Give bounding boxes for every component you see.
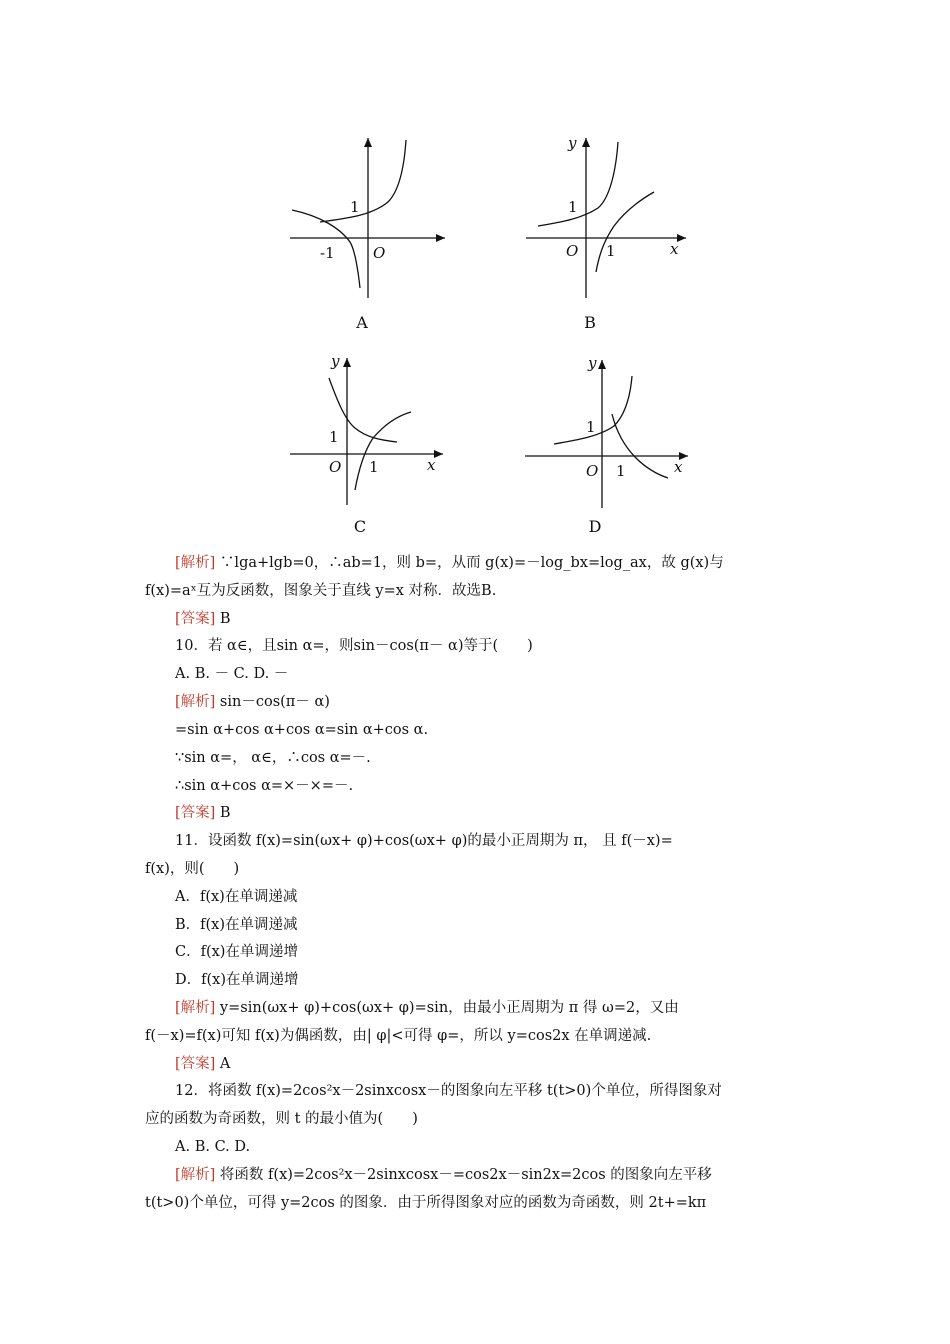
text-line: [答案] B: [175, 805, 231, 821]
label-origin: O: [329, 458, 342, 476]
label-x: x: [427, 456, 436, 474]
text-line: t(t>0)个单位，可得 y=2cos 的图象．由于所得图象对应的函数为奇函数，则 2t+=kπ: [145, 1195, 707, 1211]
text-line: A. B. － C. D. －: [175, 666, 289, 682]
graph-c: [285, 350, 450, 510]
text-line: 10．若 α∈，且sin α=，则sin－cos(π－ α)等于( ): [175, 638, 533, 654]
text-line: f(－x)=f(x)可知 f(x)为偶函数，由| φ|<可得 φ=，所以 y=cos2x 在单调递减.: [145, 1028, 652, 1044]
label-y: y: [331, 352, 340, 370]
caption-d: D: [588, 517, 602, 536]
text-line: [解析] ∵lga+lgb=0，∴ab=1，则 b=，从而 g(x)=－log_bx=log_ax，故 g(x)与: [175, 555, 724, 571]
label-one-x: 1: [616, 462, 626, 480]
label-one-y: 1: [586, 418, 596, 436]
y-axis-arrow-icon: [598, 360, 606, 369]
label-y: y: [588, 354, 597, 372]
text-line: B．f(x)在单调递减: [175, 917, 298, 933]
y-axis-arrow-icon: [343, 358, 351, 367]
curve-right: [320, 140, 406, 222]
text-line: [答案] B: [175, 611, 231, 627]
text-line: C．f(x)在单调递增: [175, 944, 298, 960]
text-line: f(x)，则( ): [145, 861, 240, 877]
graph-a: [280, 130, 450, 305]
curve-decay: [329, 378, 397, 442]
y-axis-arrow-icon: [364, 138, 372, 147]
text-line: A. B. C. D.: [175, 1139, 251, 1155]
label-origin: O: [566, 242, 579, 260]
curve-exp: [538, 142, 618, 226]
label-x: x: [674, 458, 683, 476]
text-line: 应的函数为奇函数，则 t 的最小值为( ): [145, 1111, 418, 1127]
curve-log: [355, 412, 411, 490]
graph-c-plot: [285, 350, 450, 510]
text-line: [解析] 将函数 f(x)=2cos²x－2sinxcosx－=cos2x－sin2x=2cos 的图象向左平移: [175, 1167, 712, 1183]
x-axis-arrow-icon: [436, 234, 445, 242]
label-one-x: 1: [606, 242, 616, 260]
graph-d: [520, 350, 695, 510]
text-line: =sin α+cos α+cos α=sin α+cos α.: [175, 722, 429, 738]
caption-c: C: [353, 517, 367, 536]
label-one: 1: [350, 198, 360, 216]
curve-log: [596, 192, 654, 272]
label-y: y: [568, 134, 577, 152]
caption-a: A: [356, 313, 368, 332]
text-line: A．f(x)在单调递减: [175, 889, 298, 905]
label-origin: O: [373, 244, 386, 262]
label-one-x: 1: [369, 458, 379, 476]
label-x: x: [670, 240, 679, 258]
text-line: [解析] sin－cos(π－ α): [175, 694, 330, 710]
y-axis-arrow-icon: [582, 138, 590, 147]
text-line: [答案] A: [175, 1056, 231, 1072]
text-line: 12．将函数 f(x)=2cos²x－2sinxcosx－的图象向左平移 t(t>0)个单位，所得图象对: [175, 1083, 722, 1099]
text-line: ∴sin α+cos α=×－×=－.: [175, 778, 354, 794]
graph-b: [518, 130, 693, 305]
label-one-y: 1: [568, 198, 578, 216]
text-line: ∵sin α=， α∈，∴cos α=－.: [175, 750, 371, 766]
label-origin: O: [586, 462, 599, 480]
text-line: [解析] y=sin(ωx+ φ)+cos(ωx+ φ)=sin，由最小正周期为 π 得 ω=2，又由: [175, 1000, 679, 1016]
graph-a-plot: [280, 130, 450, 305]
text-line: f(x)=aˣ互为反函数，图象关于直线 y=x 对称．故选B.: [145, 583, 497, 599]
caption-b: B: [584, 313, 596, 332]
text-line: D．f(x)在单调递增: [175, 972, 299, 988]
label-neg-one: -1: [320, 244, 335, 262]
graph-d-plot: [520, 350, 695, 510]
label-one-y: 1: [329, 428, 339, 446]
text-line: 11．设函数 f(x)=sin(ωx+ φ)+cos(ωx+ φ)的最小正周期为 π， 且 f(－x)=: [175, 833, 673, 849]
graph-b-plot: [518, 130, 693, 305]
